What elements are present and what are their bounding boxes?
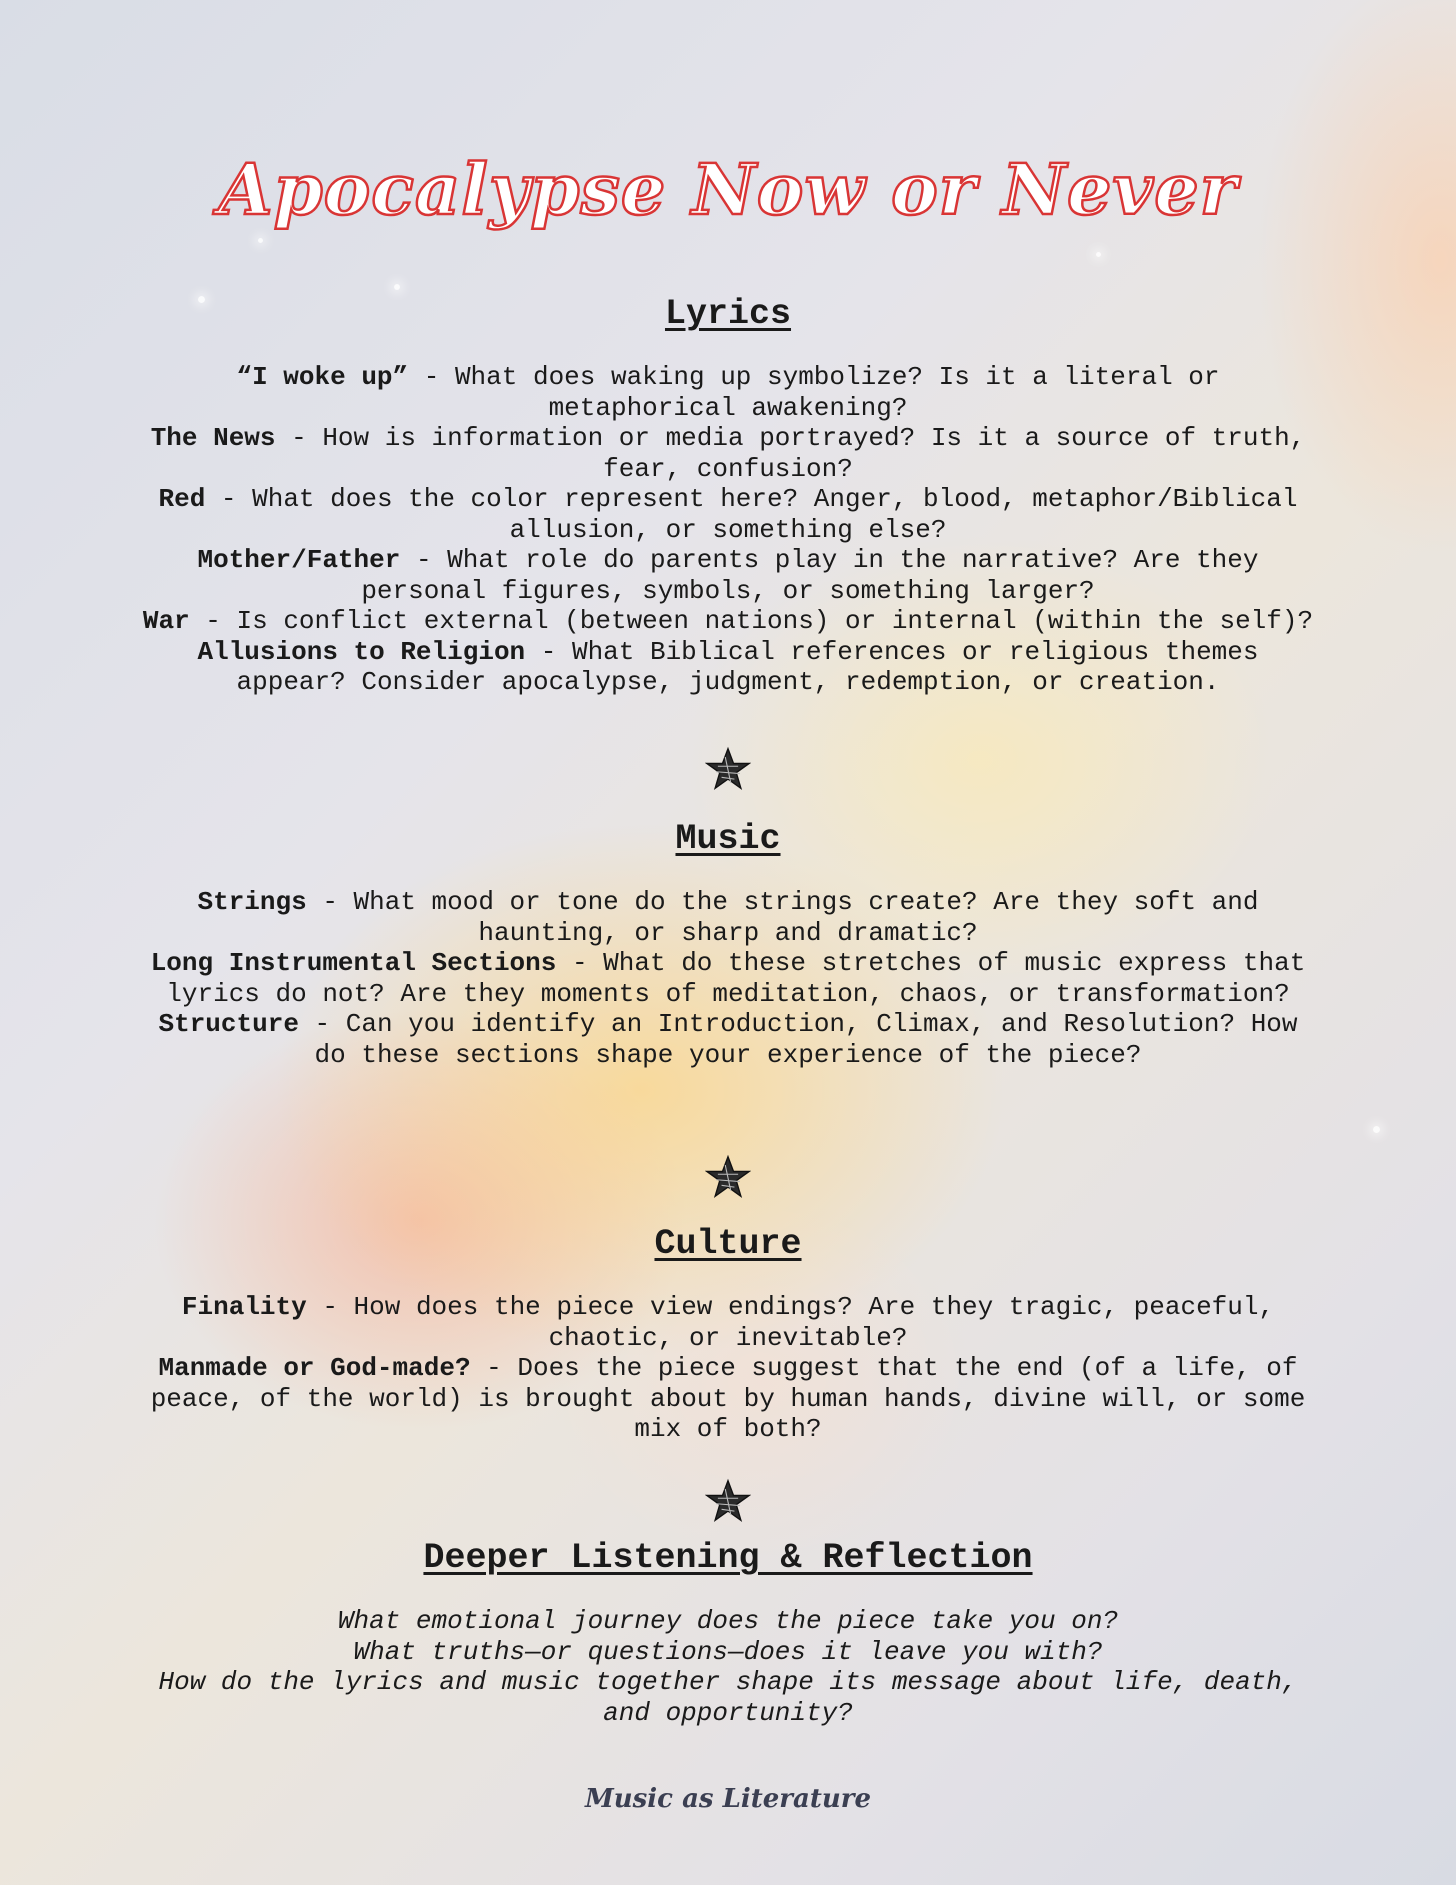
item-text: - How is information or media portrayed? Is it a source of truth, fear, confusion? [275,423,1306,484]
footer-brand: Music as Literature [584,1784,872,1814]
item-text: - How does the piece view endings? Are they tragic, peaceful, chaotic, or inevitable? [306,1292,1275,1353]
list-item [140,423,1316,484]
item-term: Allusions to Religion [197,636,526,667]
item-term: Mother/Father [197,545,401,575]
item-term: Finality [181,1292,307,1322]
item-text: - Can you identify an Introduction, Climax, and Resolution? How do these sections shape your experience of the piece? [298,1009,1298,1070]
item-term: “I woke up” [236,362,409,392]
list-item [140,545,1316,606]
list-item [140,1009,1316,1070]
section-heading: Music [675,819,781,859]
item-term: Red [158,484,206,514]
section-heading: Culture [654,1224,802,1264]
item-term: Strings [197,887,307,917]
item-term: Structure [158,1009,299,1039]
item-text: - What does the color represent here? Anger, blood, metaphor/Biblical allusion, or something else? [205,484,1298,545]
section-music [140,817,1316,1070]
list-item [140,637,1316,698]
star-icon [705,1478,751,1524]
section-culture [140,1222,1316,1445]
item-text: - Is conflict external (between nations) or internal (within the self)? [189,606,1314,636]
list-item [140,484,1316,545]
section-heading: Deeper Listening & Reflection [423,1538,1033,1578]
star-icon [705,746,751,792]
list-item [140,948,1316,1009]
star-icon [705,1154,751,1200]
reflection-question: What emotional journey does the piece take you on? [337,1606,1119,1636]
section-heading: Lyrics [664,294,792,334]
item-term: Long Instrumental Sections [150,948,557,978]
list-item [140,1292,1316,1353]
sparkle-decoration [1096,252,1101,257]
sparkle-decoration [258,238,263,243]
item-text: - What role do parents play in the narrative? Are they personal figures, symbols, or something larger? [361,545,1259,606]
list-item [140,606,1316,637]
list-item [140,362,1316,423]
item-text: - What does waking up symbolize? Is it a literal or metaphorical awakening? [408,362,1220,423]
reflection-question: How do the lyrics and music together shape its message about life, death, and opportunity? [158,1667,1298,1728]
section-lyrics [140,292,1316,698]
page-title: Apocalypse Now or Never [218,148,1238,231]
item-text: - What mood or tone do the strings create? Are they soft and haunting, or sharp and dramatic? [306,887,1259,948]
reflection-question: What truths—or questions—does it leave you with? [353,1636,1103,1667]
item-term: Manmade or God-made? [158,1353,471,1383]
section-reflection [140,1536,1316,1728]
list-item [140,887,1316,948]
item-text: - Does the piece suggest that the end (of a life, of peace, of the world) is brought about by human hands, divine will, or some mix of both? [150,1353,1306,1444]
sparkle-decoration [394,284,400,290]
item-text: - What Biblical references or religious themes appear? Consider apocalypse, judgment, redemption, or creation. [236,636,1259,697]
item-term: The News [150,423,276,453]
sparkle-decoration [1373,1126,1380,1133]
list-item [140,1353,1316,1445]
item-text: - What do these stretches of music express that lyrics do not? Are they moments of meditation, chaos, or transformation? [166,948,1306,1009]
item-term: War [142,606,190,636]
